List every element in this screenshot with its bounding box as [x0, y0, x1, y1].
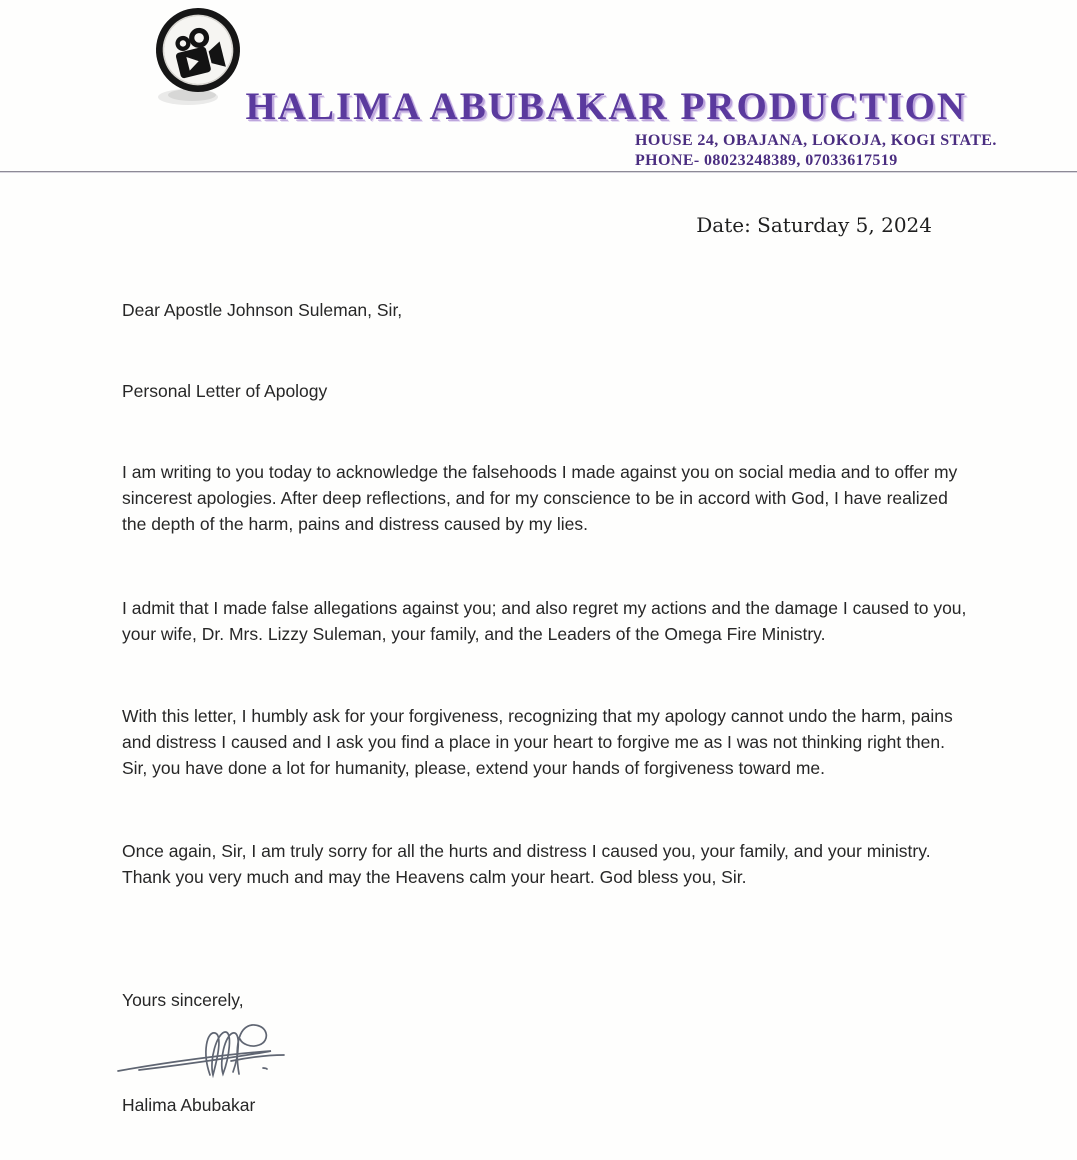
address-line: HOUSE 24, OBAJANA, LOKOJA, KOGI STATE.	[635, 132, 997, 149]
signer-name: Halima Abubakar	[122, 1095, 256, 1115]
salutation: Dear Apostle Johnson Suleman, Sir,	[122, 300, 403, 320]
paragraph-2: I admit that I made false allegations against you; and also regret my actions and the damage I caused to you, your wife, Dr. Mrs. Lizzy Suleman, your family, and the Leaders of the Omega Fire Ministry.	[122, 598, 967, 644]
phone-line: PHONE- 08023248389, 07033617519	[635, 152, 898, 169]
paragraph-3: With this letter, I humbly ask for your forgiveness, recognizing that my apology cannot undo the harm, pains and distress I caused and I ask you find a place in your heart to forgive me as I was not thinking right then. Sir, you have done a lot for humanity, please, extend your hands of forgiveness toward me.	[122, 706, 953, 778]
video-camera-logo-icon	[152, 4, 248, 108]
letterhead-divider	[0, 171, 1077, 173]
letterhead-address-block	[635, 131, 997, 171]
signature-icon	[113, 1020, 288, 1082]
company-name: HALIMA ABUBAKAR PRODUCTION	[245, 85, 967, 128]
paragraph-1: I am writing to you today to acknowledge the falsehoods I made against you on social media and to offer my sincerest apologies. After deep reflections, and for my conscience to be in accord with God, I have realized the depth of the harm, pains and distress caused by my lies.	[122, 462, 958, 534]
video-camera-icon	[152, 4, 248, 108]
paragraph-4: Once again, Sir, I am truly sorry for all the hurts and distress I caused you, your family, and your ministry. Thank you very much and may the Heavens calm your heart. God bless you, Sir.	[122, 841, 931, 887]
handwritten-signature	[113, 1020, 288, 1082]
date-line: Date: Saturday 5, 2024	[696, 213, 932, 237]
subject-line: Personal Letter of Apology	[122, 381, 328, 401]
closing-line: Yours sincerely,	[122, 990, 244, 1010]
